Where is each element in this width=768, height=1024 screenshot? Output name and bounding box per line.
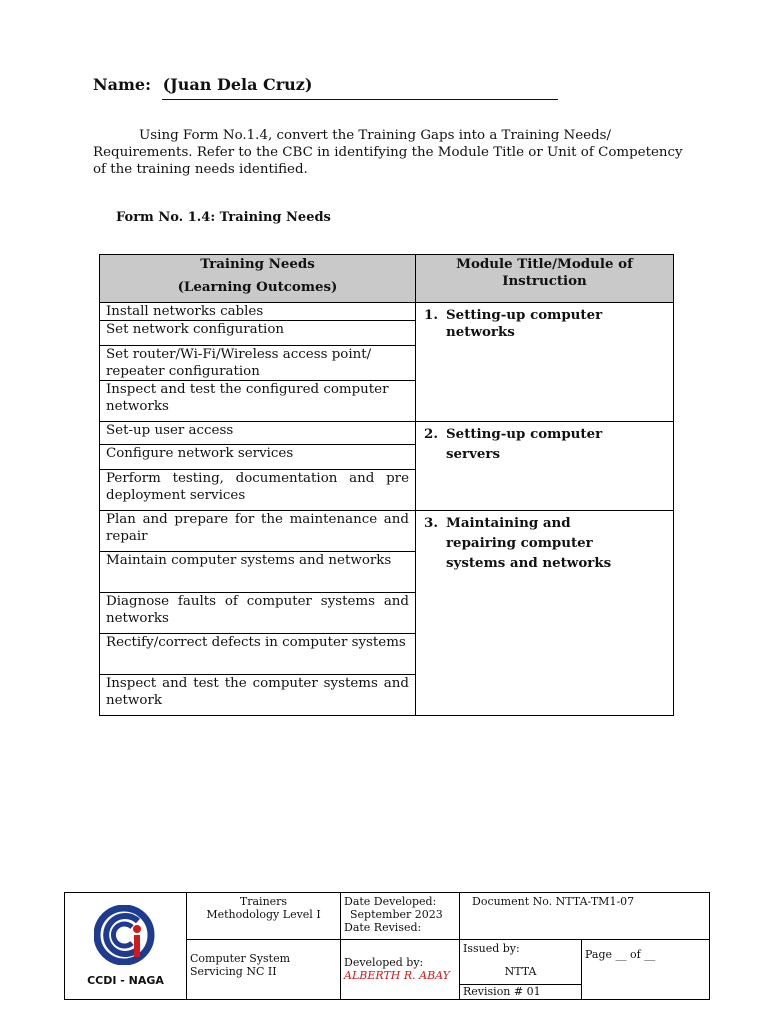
issued-cell: Issued by: NTTA (460, 940, 582, 985)
table-row (100, 303, 674, 321)
name-underline (162, 99, 558, 100)
need-cell: Plan and prepare for the maintenance and repair (100, 511, 416, 552)
header-module-title: Module Title/Module of Instruction (416, 255, 674, 303)
need-cell: Inspect and test the configured computer networks (100, 381, 416, 422)
need-cell: Set-up user access (100, 422, 416, 445)
need-cell: Maintain computer systems and networks (100, 552, 416, 593)
table-header-row (100, 255, 674, 303)
name-line (93, 75, 312, 94)
module-cell (416, 303, 674, 422)
need-cell: Diagnose faults of computer systems and networks (100, 593, 416, 634)
module-title: 3. Maintaining and repairing computer systems and networks (424, 515, 612, 571)
header-training-needs: Training Needs (Learning Outcomes) (100, 255, 416, 303)
module-cell (416, 511, 674, 716)
developer-name: ALBERTH R. ABAY (344, 969, 450, 982)
table-row (100, 511, 674, 552)
need-cell: Configure network services (100, 445, 416, 470)
need-cell: Install networks cables (100, 303, 416, 321)
instruction-paragraph (93, 127, 683, 178)
course-cell: Trainers Methodology Level I (187, 893, 341, 940)
developer-cell: Developed by: ALBERTH R. ABAY (341, 940, 460, 1000)
name-label: Name: (93, 75, 152, 94)
need-cell: Inspect and test the computer systems and network (100, 675, 416, 716)
need-cell: Set router/Wi-Fi/Wireless access point/ repeater configuration (100, 346, 416, 381)
module-title: 2. Setting-up computer servers (424, 426, 603, 462)
module-title: 1. Setting-up computer networks (424, 307, 603, 340)
instruction-text: Using Form No.1.4, convert the Training Gaps into a Training Needs/ Requirements. Refer to the CBC in identifying the Module Title or Unit of Competency of the training needs identified. (93, 128, 683, 177)
date-cell: Date Developed: September 2023 Date Revised: (341, 893, 460, 940)
org-name: CCDI - NAGA (87, 974, 164, 987)
need-cell: Rectify/correct defects in computer systems (100, 634, 416, 675)
module-cell (416, 422, 674, 511)
page-cell: Page __ of __ (582, 940, 710, 1000)
qualification-cell: Computer System Servicing NC II (187, 940, 341, 1000)
need-cell: Perform testing, documentation and pre deployment services (100, 470, 416, 511)
document-footer (64, 892, 710, 1000)
name-value: (Juan Dela Cruz) (162, 75, 313, 94)
revision-cell: Revision # 01 (460, 985, 582, 1000)
document-number: Document No. NTTA-TM1-07 (460, 893, 710, 940)
training-needs-table (99, 254, 674, 716)
table-row (100, 422, 674, 445)
form-title: Form No. 1.4: Training Needs (116, 210, 331, 225)
logo-cell (65, 893, 187, 1000)
need-cell: Set network configuration (100, 321, 416, 346)
ccdi-logo-icon (94, 905, 158, 965)
